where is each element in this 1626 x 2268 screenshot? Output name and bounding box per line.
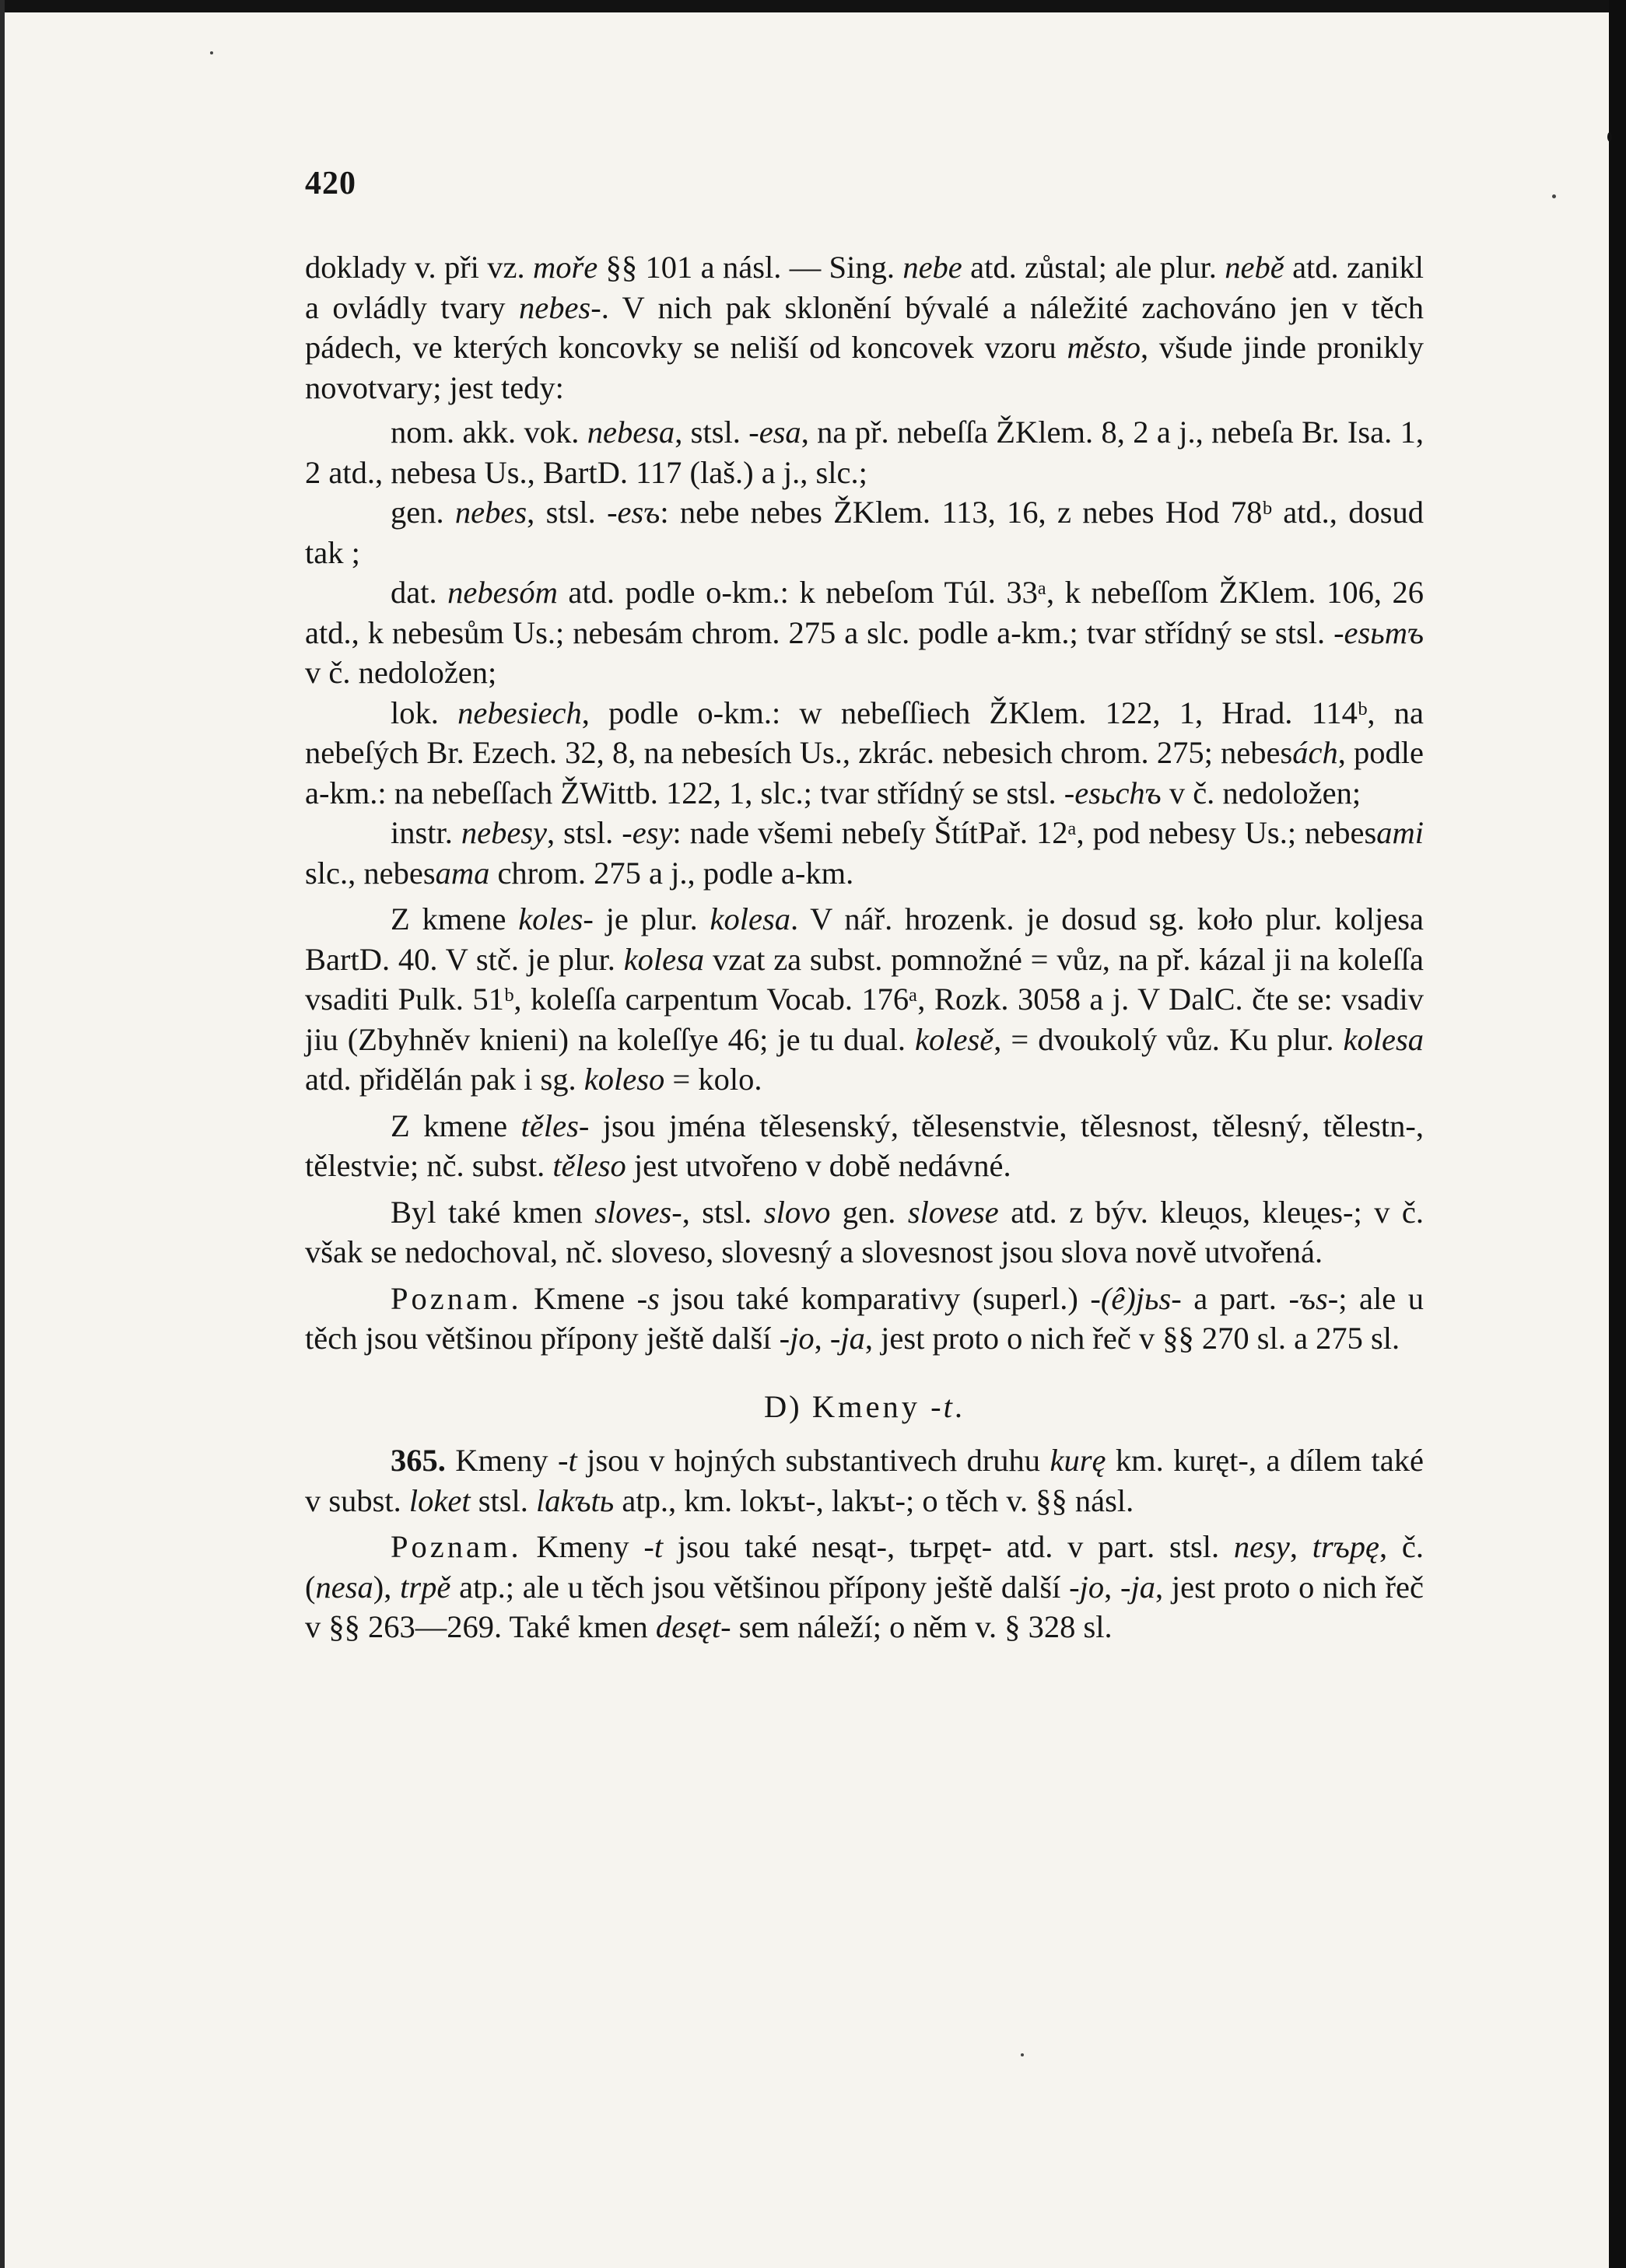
scan-border-top: [0, 0, 1626, 12]
paragraph-dat: dat. nebesóm atd. podle o-km.: k nebeſom Túl. 33ᵃ, k nebeſſom ŽKlem. 106, 26 atd., k nebesům Us.; nebesám chrom. 275 a slc. podle a-km.; tvar střídný se stsl. -esьmъ v č. nedoložen;: [305, 575, 1424, 690]
paragraph-poznam-s: Poznam. Kmene -s jsou také komparativy (superl.) -(ê)jьs- a part. -ъs-; ale u těch jsou většinou přípony ještě další -jo, -ja, jest proto o nich řeč v §§ 270 sl. a 275 sl.: [305, 1280, 1424, 1356]
scan-border-right: [1609, 0, 1626, 2268]
paragraph-lok: lok. nebesiech, podle o-km.: w nebeſſiech ŽKlem. 122, 1, Hrad. 114ᵇ, na nebeſých Br. Ezech. 32, 8, na nebesích Us., zkrác. nebesich chrom. 275; nebesách, podle a-km.: na nebeſſach ŽWittb. 122, 1, slc.; tvar střídný se stsl. -esьchъ v č. nedoložen;: [305, 695, 1425, 810]
paragraph-nom-akk-vok: nom. akk. vok. nebesa, stsl. -esa, na př. nebeſſa ŽKlem. 8, 2 a j., nebeſa Br. Isa. 1, 2 atd., nebesa Us., BartD. 117 (laš.) a j., slc.;: [305, 415, 1424, 490]
scan-speck: [1607, 132, 1612, 142]
paragraph-gen: gen. nebes, stsl. -esъ: nebe nebes ŽKlem. 113, 16, z nebes Hod 78ᵇ atd., dosud tak ;: [305, 495, 1425, 570]
paragraph-instr: instr. nebesy, stsl. -esy: nade všemi nebeſy ŠtítPař. 12ᵃ, pod nebesy Us.; nebesami slc., nebesama chrom. 275 a j., podle a-km.: [305, 815, 1424, 891]
paragraph-poznam-t: Poznam. Kmeny -t jsou také nesąt-, tьrpęt- atd. v part. stsl. nesy, trъpę, č. (nesa), trpě atp.; ale u těch jsou většinou přípony ještě další -jo, -ja, jest proto o nich řeč v §§ 263—269. Také kmen desęt- sem náleží; o něm v. § 328 sl.: [305, 1529, 1424, 1644]
scan-speck: [1552, 194, 1556, 198]
section-heading: D) Kmeny -t.: [763, 1388, 965, 1424]
paragraph-365: 365. Kmeny -t jsou v hojných substantivech druhu kurę km. kuręt-, a dílem také v subst. loket stsl. lakъtь atp., km. lokъt-, lakъt-; o těch v. §§ násl.: [305, 1443, 1424, 1518]
scan-speck: [210, 51, 213, 54]
page-body: [305, 247, 1424, 1647]
paragraph-teles: Z kmene těles- jsou jména tělesenský, tělesenstvie, tělesnost, tělesný, tělestn-, tělestvie; nč. subst. těleso jest utvořeno v době nedávné.: [305, 1108, 1424, 1183]
paragraph-koles: Z kmene koles- je plur. kolesa. V nář. hrozenk. je dosud sg. koło plur. koljesa BartD. 40. V stč. je plur. kolesa vzat za subst. pomnožné = vůz, na př. kázal ji na koleſſa vsaditi Pulk. 51ᵇ, koleſſa carpentum Vocab. 176ᵃ, Rozk. 3058 a j. V DalC. čte se: vsadiv jiu (Zbyhněv knieni) na koleſſye 46; je tu dual. kolesě, = dvoukolý vůz. Ku plur. kolesa atd. přidělán pak i sg. koleso = kolo.: [305, 901, 1425, 1097]
paragraph-sloves: Byl také kmen sloves-, stsl. slovo gen. slovese atd. z býv. kleu̯os, kleu̯es-; v č. však se nedochoval, nč. sloveso, slovesný a slovesnost jsou slova nově utvořená.: [305, 1194, 1425, 1269]
scan-border-left: [0, 0, 5, 2268]
page-number: 420: [305, 166, 356, 201]
paragraph-intro: doklady v. při vz. moře §§ 101 a násl. — Sing. nebe atd. zůstal; ale plur. nebě atd. zanikl a ovládly tvary nebes-. V nich pak sklonění bývalé a náležité zachováno jen v těch pádech, ve kterých koncovky se neliší od koncovek vzoru město, všude jinde pronikly novotvary; jest tedy:: [305, 250, 1425, 405]
scan-speck: [1021, 2053, 1024, 2056]
